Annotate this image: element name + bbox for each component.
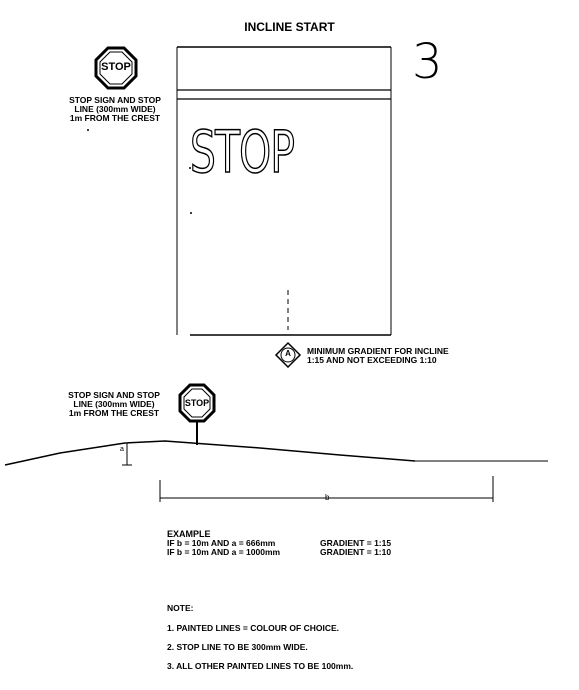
plan-label-line-2: LINE (300mm WIDE) — [74, 104, 156, 114]
example-row-1-condition: IF b = 10m AND a = 666mm — [167, 538, 276, 548]
note-item-2: 2. STOP LINE TO BE 300mm WIDE. — [167, 642, 308, 652]
sheet-number: 3 — [412, 34, 443, 90]
example-row-2-result: GRADIENT = 1:10 — [320, 547, 392, 557]
section-stop-sign-icon — [180, 385, 214, 445]
section-stop-label — [58, 391, 170, 418]
marker-a-letter: A — [285, 349, 291, 358]
section-label-line-3: 1m FROM THE CREST — [68, 408, 160, 418]
note-item-3: 3. ALL OTHER PAINTED LINES TO BE 100mm. — [167, 661, 354, 671]
section-stop-sign-text: STOP — [184, 398, 210, 408]
diagram-title: INCLINE START — [244, 20, 335, 34]
note-item-1: 1. PAINTED LINES = COLOUR OF CHOICE. — [167, 623, 339, 633]
b-label: b — [325, 493, 330, 502]
gradient-note — [307, 347, 507, 365]
plan-label-line-3: 1m FROM THE CREST — [69, 113, 161, 123]
example-heading: EXAMPLE — [167, 529, 211, 539]
section-label-line-2: LINE (300mm WIDE) — [73, 399, 155, 409]
ground-profile — [5, 441, 415, 465]
plan-stop-sign-text: STOP — [101, 61, 131, 73]
section-label-line-1: STOP SIGN AND STOP — [68, 390, 160, 400]
notes-heading: NOTE: — [167, 603, 194, 613]
plan-label-line-1: STOP SIGN AND STOP — [69, 95, 161, 105]
gradient-note-line-2: 1:15 AND NOT EXCEEDING 1:10 — [307, 355, 437, 365]
example-row-1-result: GRADIENT = 1:15 — [320, 538, 392, 548]
painted-stop-text: STOP — [190, 118, 295, 186]
plan-stop-label — [60, 96, 170, 123]
example-row-2-condition: IF b = 10m AND a = 1000mm — [167, 547, 281, 557]
a-label: a — [120, 446, 124, 453]
gradient-note-line-1: MINIMUM GRADIENT FOR INCLINE — [307, 346, 449, 356]
